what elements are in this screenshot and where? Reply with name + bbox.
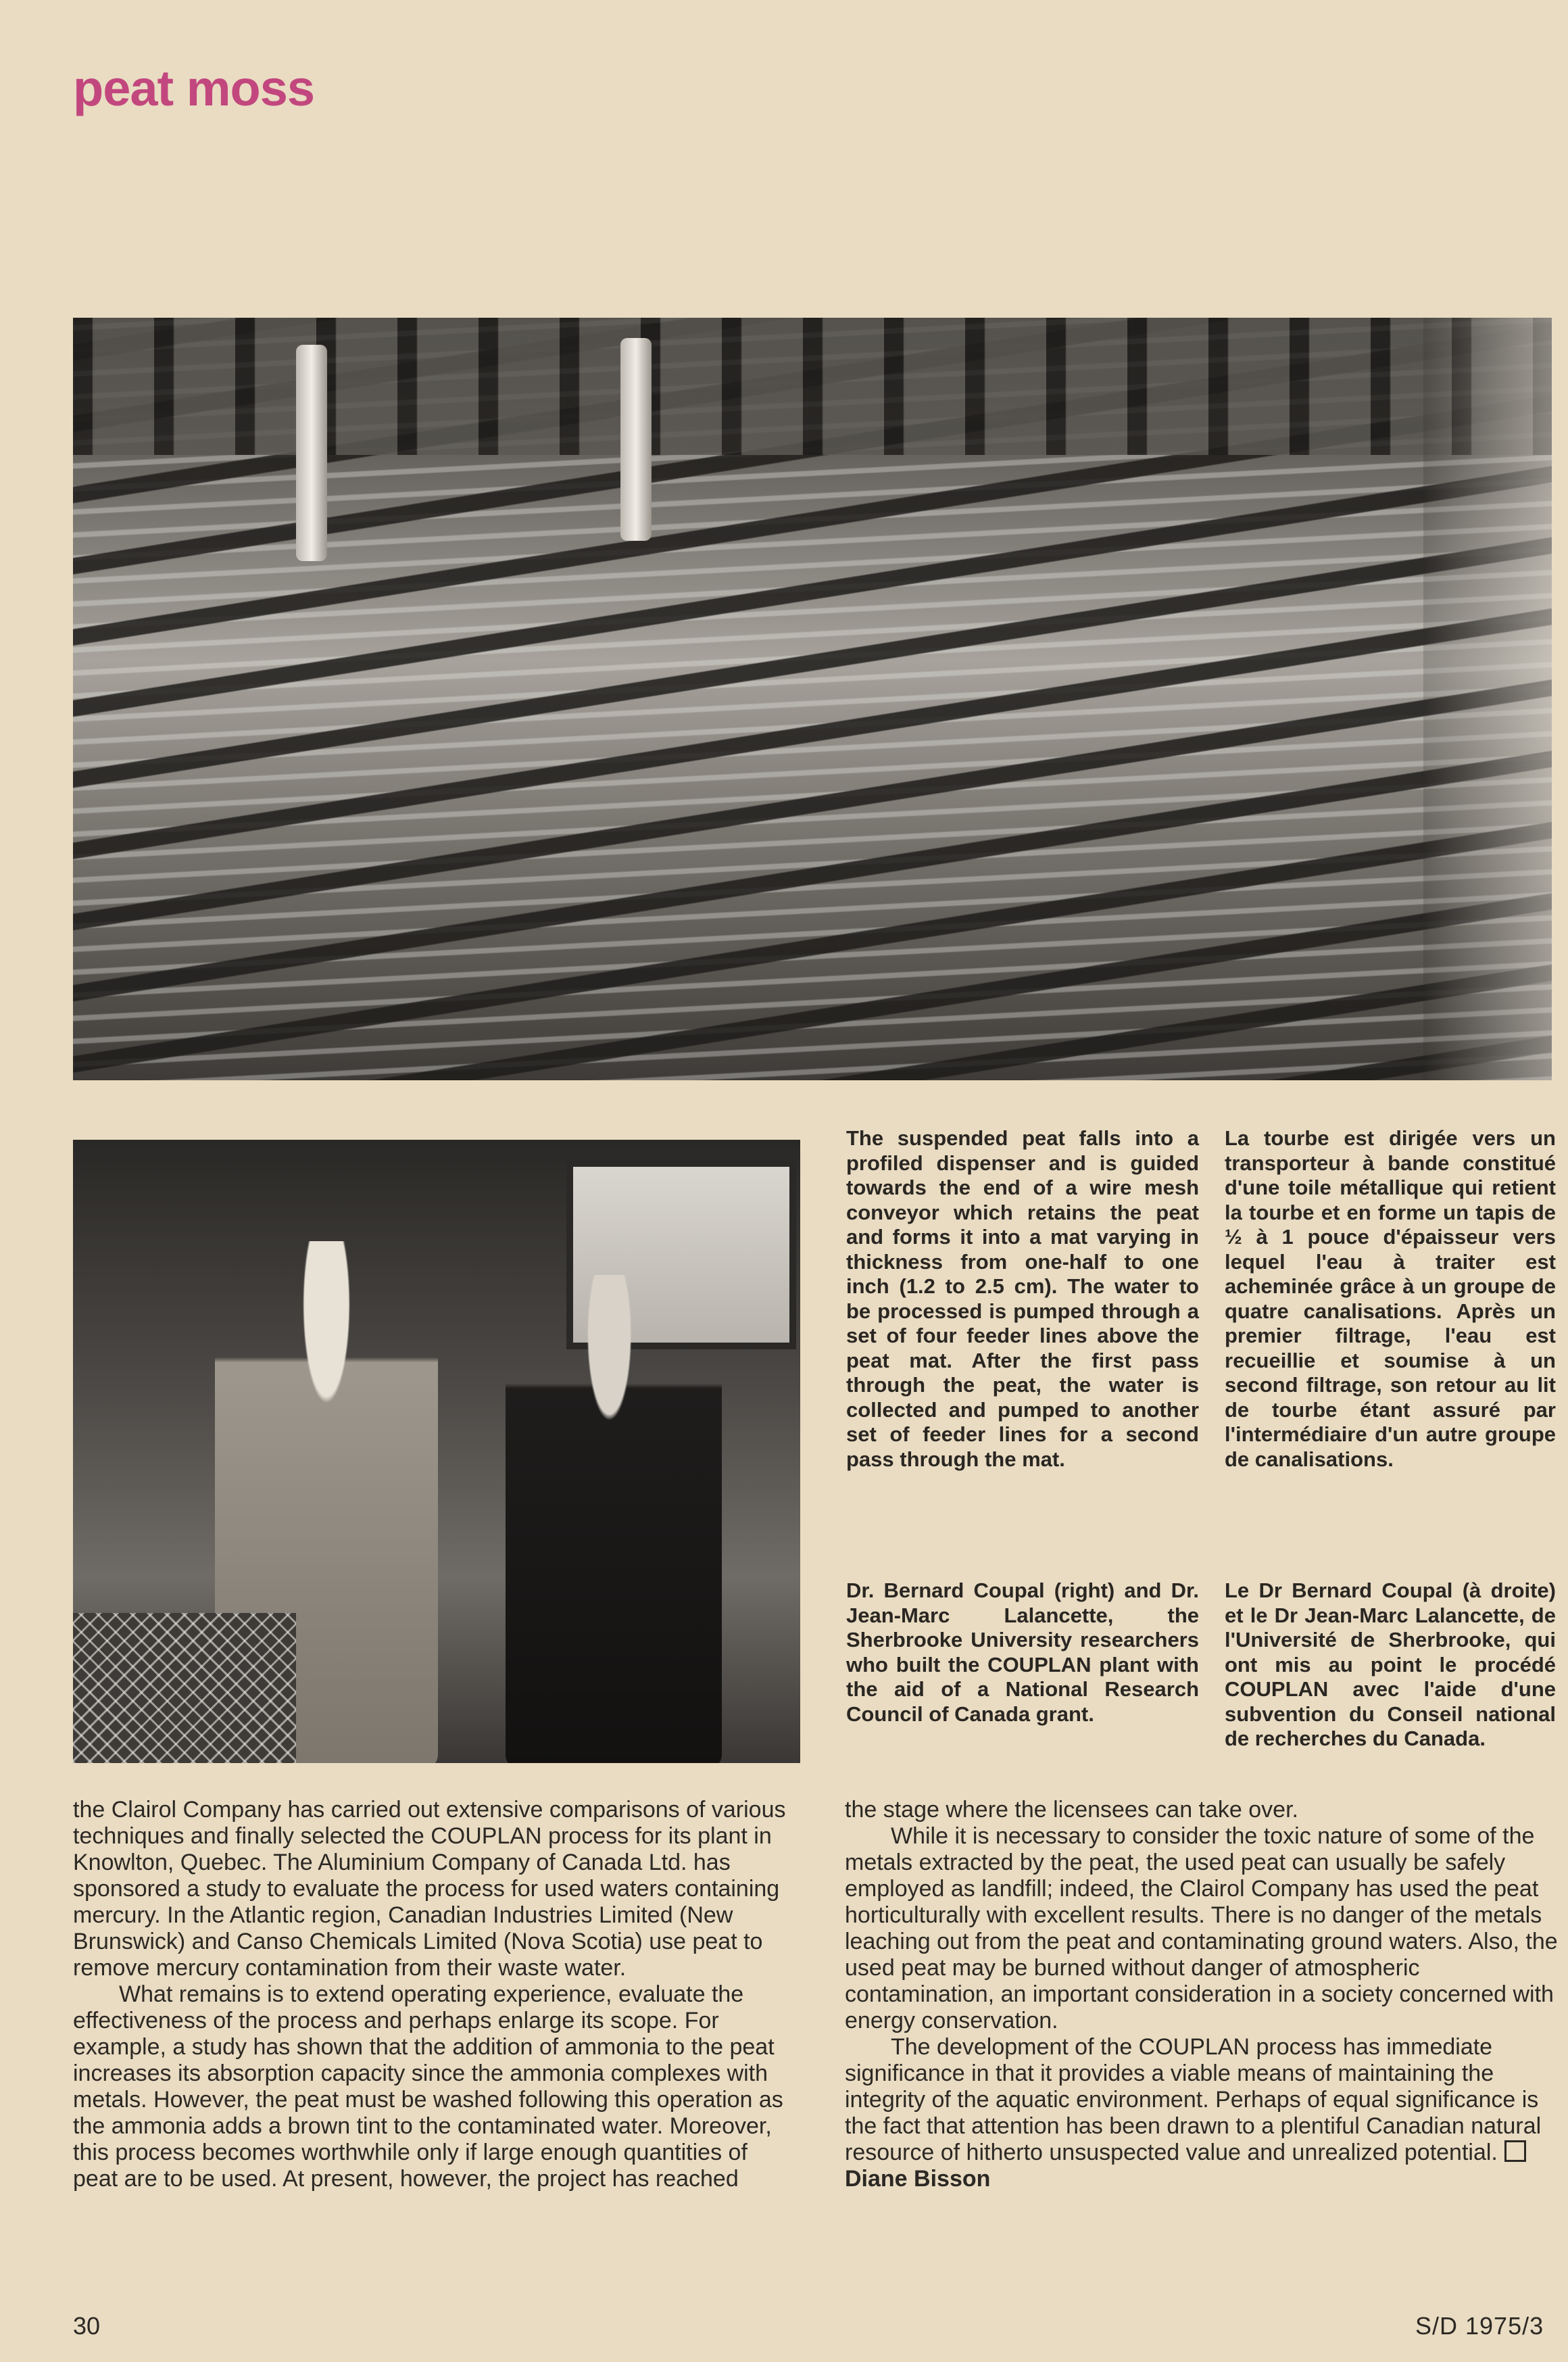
issue-reference: S/D 1975/3 <box>1415 2312 1544 2340</box>
peat-filtration-plant-photo <box>73 318 1552 1080</box>
body-paragraph-text: The development of the COUPLAN process has immediate significance in that it provides a viable means of maintaining the integrity of the aquatic environment. Perhaps of equal significance is the fact that attention has been drawn to a plentiful Canadian natural resource of hitherto unsuspected value and unrealized potential. <box>845 2034 1542 2165</box>
body-paragraph: the Clairol Company has carried out extensive comparisons of various techniques and finally selected the COUPLAN process for its plant in Knowlton, Quebec. The Aluminium Company of Canada Ltd. has sponsored a study to evaluate the process for used waters containing mercury. In the Atlantic region, Canadian Industries Limited (New Brunswick) and Canso Chemicals Limited (Nova Scotia) use peat to remove mercury contamination from their waste water. <box>73 1797 786 1981</box>
feeder-pipe-shape <box>620 338 652 541</box>
researchers-caption-french: Le Dr Bernard Coupal (à droite) et le Dr Jean-Marc Lalancette, de l'Université de Sherbrooke, qui ont mis au point le procédé COUPLAN avec l'aide d'une subvention du Conseil national de recherches du Canada. <box>1225 1578 1556 1750</box>
body-column-right <box>845 1797 1561 2192</box>
person-right-shape <box>506 1275 722 1763</box>
body-paragraph: the stage where the licensees can take over. <box>845 1797 1298 1823</box>
body-paragraph: What remains is to extend operating experience, evaluate the effectiveness of the process and perhaps enlarge its scope. For example, a study has shown that the addition of ammonia to the peat increases its absorption capacity since the ammonia complexes with metals. However, the peat must be washed following this operation as the ammonia adds a brown tint to the contaminated water. Moreover, this process becomes worthwhile only if large enough quantities of peat are to be used. At present, however, the project has reached <box>73 1981 783 2192</box>
researchers-photo <box>73 1140 800 1763</box>
conveyor-frame-shape <box>1423 318 1552 1080</box>
feeder-pipe-shape <box>296 345 327 561</box>
end-mark-icon <box>1504 2140 1526 2162</box>
body-column-left <box>73 1797 789 2192</box>
plant-caption-french: La tourbe est dirigée vers un transporteur à bande constitué d'une toile métallique qui retient la tourbe et en forme un tapis de ½ à 1 pouce d'épaisseur vers lequel l'eau à traiter est acheminée grâce à un groupe de quatre canalisations. Après un premier filtrage, l'eau est recueillie et soumise à un second filtrage, son retour au lit de tourbe étant assuré par l'intermédiaire d'un autre groupe de canalisations. <box>1225 1126 1556 1471</box>
page-number: 30 <box>73 2312 101 2340</box>
section-title: peat moss <box>73 60 315 116</box>
ceiling-beams-shape <box>73 318 1552 455</box>
plant-caption-english: The suspended peat falls into a profiled dispenser and is guided towards the end of a wire mesh conveyor which retains the peat and forms it into a mat varying in thickness from one-half to one inch (1.2 to 2.5 cm). The water to be processed is pumped through a set of four feeder lines above the peat mat. After the first pass through the peat, the water is collected and pumped to another set of feeder lines for a second pass through the mat. <box>846 1126 1199 1471</box>
author-byline: Diane Bisson <box>845 2166 991 2192</box>
body-paragraph-final <box>845 2034 1561 2166</box>
wire-fence-shape <box>73 1613 296 1763</box>
researchers-caption-english: Dr. Bernard Coupal (right) and Dr. Jean-Marc Lalancette, the Sherbrooke University researchers who built the COUPLAN plant with the aid of a National Research Council of Canada grant. <box>846 1578 1199 1726</box>
body-paragraph: While it is necessary to consider the toxic nature of some of the metals extracted by the peat, the used peat can usually be safely employed as landfill; indeed, the Clairol Company has used the peat horticulturally with excellent results. There is no danger of the metals leaching out from the peat and contaminating ground waters. Also, the used peat may be burned without danger of atmospheric contamination, an important consideration in a society concerned with energy conservation. <box>845 1823 1558 2033</box>
